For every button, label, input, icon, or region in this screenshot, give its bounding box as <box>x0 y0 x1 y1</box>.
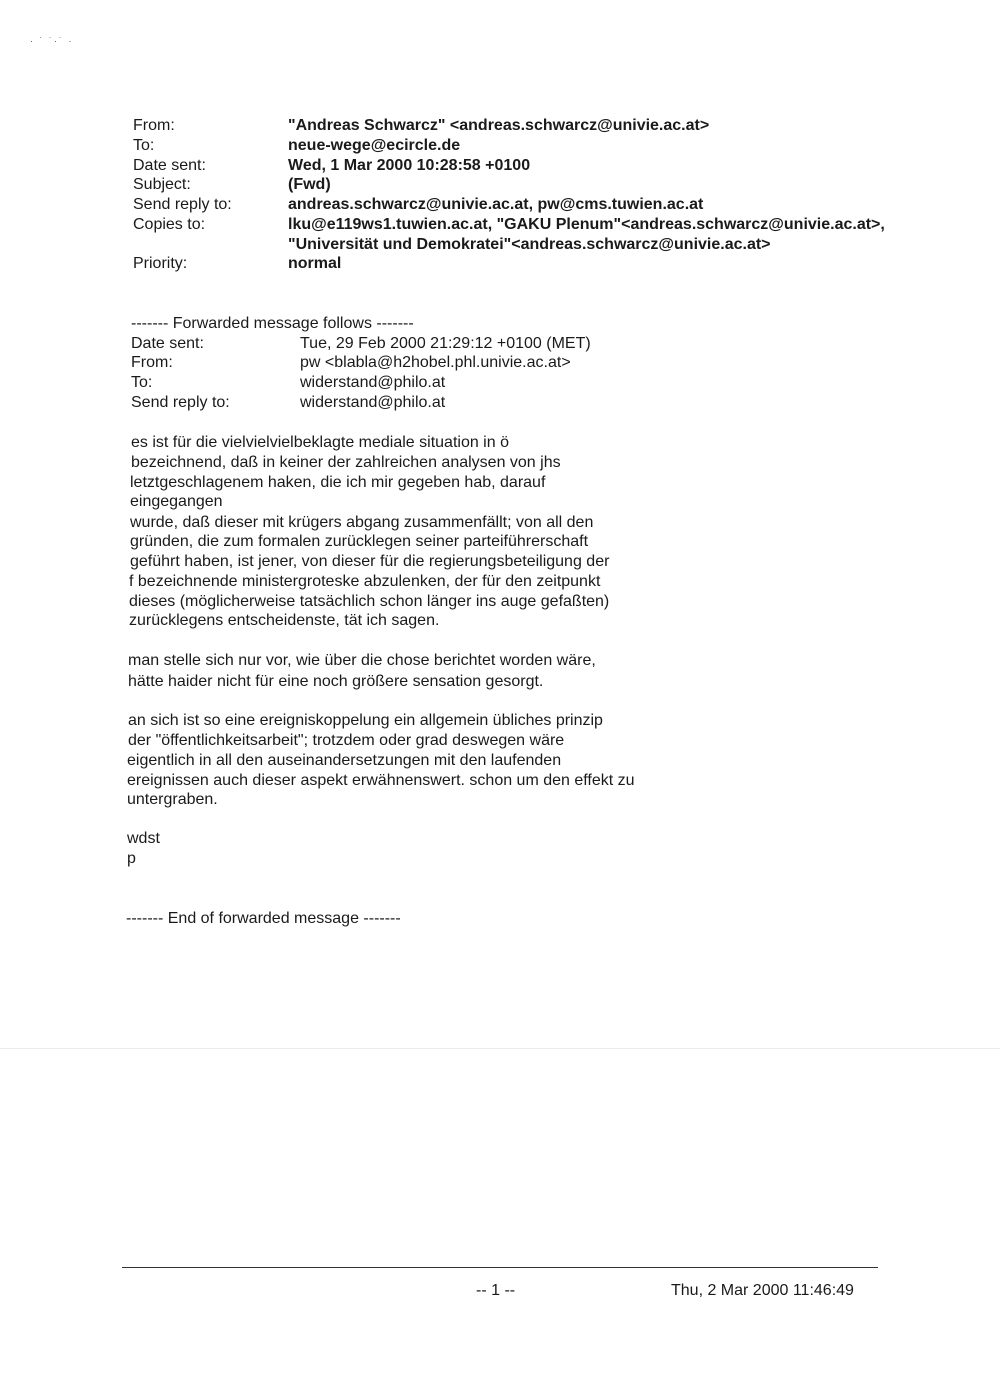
body-line: geführt haben, ist jener, von dieser für die regierungsbeteiligung der <box>130 553 610 570</box>
forward-end-marker: ------- End of forwarded message ------- <box>126 910 401 927</box>
header-to-row <box>133 136 973 156</box>
header-date-value: Wed, 1 Mar 2000 10:28:58 +0100 <box>288 157 531 174</box>
scan-specks: · ˙ ˙·˙ · <box>30 36 74 46</box>
header-priority-value: normal <box>288 255 342 272</box>
header-copies-label: Copies to: <box>133 216 206 233</box>
body-line: dieses (möglicherweise tatsächlich schon länger ins auge gefaßten) <box>129 593 610 610</box>
body-line: an sich ist so eine ereigniskoppelung ein allgemein übliches prinzip <box>128 712 603 729</box>
fw-from-row <box>131 353 831 373</box>
header-copies-row-2 <box>133 235 973 255</box>
fw-from-value: pw <blabla@h2hobel.phl.univie.ac.at> <box>300 354 571 371</box>
body-line: zurücklegens entscheidenste, tät ich sagen. <box>129 612 440 629</box>
header-reply-value: andreas.schwarcz@univie.ac.at, pw@cms.tuwien.ac.at <box>288 196 704 213</box>
header-reply-row <box>133 195 973 215</box>
body-line: letztgeschlagenem haken, die ich mir gegeben hab, darauf <box>130 474 546 491</box>
body-line: wurde, daß dieser mit krügers abgang zusammenfällt; von all den <box>130 514 594 531</box>
forward-begin-marker: ------- Forwarded message follows ------- <box>131 315 414 332</box>
page-number: -- 1 -- <box>476 1282 516 1299</box>
header-copies-value-line2: "Universität und Demokratei"<andreas.schwarcz@univie.ac.at> <box>288 236 771 253</box>
header-subject-label: Subject: <box>133 176 191 193</box>
fw-reply-row <box>131 393 831 413</box>
header-copies-row <box>133 215 973 235</box>
page-fold-line <box>0 1048 1000 1049</box>
signoff-line: wdst <box>127 830 160 847</box>
fw-date-row <box>131 334 831 354</box>
fw-from-label: From: <box>131 354 173 371</box>
header-to-label: To: <box>133 137 155 154</box>
header-from-row <box>133 116 973 136</box>
fw-date-value: Tue, 29 Feb 2000 21:29:12 +0100 (MET) <box>300 335 591 352</box>
fw-to-row <box>131 373 831 393</box>
fw-to-value: widerstand@philo.at <box>300 374 446 391</box>
body-line: f bezeichnende ministergroteske abzulenken, der für den zeitpunkt <box>129 573 601 590</box>
header-subject-value: (Fwd) <box>288 176 331 193</box>
fw-to-label: To: <box>131 374 153 391</box>
body-line: eigentlich in all den auseinandersetzungen mit den laufenden <box>127 752 562 769</box>
fw-reply-value: widerstand@philo.at <box>300 394 446 411</box>
print-timestamp: Thu, 2 Mar 2000 11:46:49 <box>671 1282 854 1299</box>
body-line: eingegangen <box>130 493 223 510</box>
fw-date-label: Date sent: <box>131 335 204 352</box>
body-line: es ist für die vielvielvielbeklagte mediale situation in ö <box>131 434 509 451</box>
body-line: untergraben. <box>127 791 218 808</box>
header-priority-row <box>133 254 973 274</box>
header-from-label: From: <box>133 117 175 134</box>
header-date-label: Date sent: <box>133 157 206 174</box>
body-line: gründen, die zum formalen zurücklegen seiner parteiführerschaft <box>130 533 589 550</box>
header-from-value: "Andreas Schwarcz" <andreas.schwarcz@univie.ac.at> <box>288 117 710 134</box>
body-line: man stelle sich nur vor, wie über die chose berichtet worden wäre, <box>128 652 596 669</box>
body-line: ereignissen auch dieser aspekt erwähnenswert. schon um den effekt zu <box>127 772 635 789</box>
header-to-value: neue-wege@ecircle.de <box>288 137 461 154</box>
header-reply-label: Send reply to: <box>133 196 232 213</box>
body-line: bezeichnend, daß in keiner der zahlreichen analysen von jhs <box>131 454 561 471</box>
body-line: der "öffentlichkeitsarbeit"; trotzdem oder grad deswegen wäre <box>128 732 565 749</box>
footer-rule <box>122 1267 878 1268</box>
header-priority-label: Priority: <box>133 255 188 272</box>
body-line: hätte haider nicht für eine noch größere sensation gesorgt. <box>128 673 544 690</box>
header-subject-row <box>133 175 973 195</box>
header-date-row <box>133 156 973 176</box>
header-copies-value-line1: lku@e119ws1.tuwien.ac.at, "GAKU Plenum"<andreas.schwarcz@univie.ac.at>, <box>288 216 885 233</box>
fw-reply-label: Send reply to: <box>131 394 230 411</box>
signoff-line: p <box>127 850 136 867</box>
